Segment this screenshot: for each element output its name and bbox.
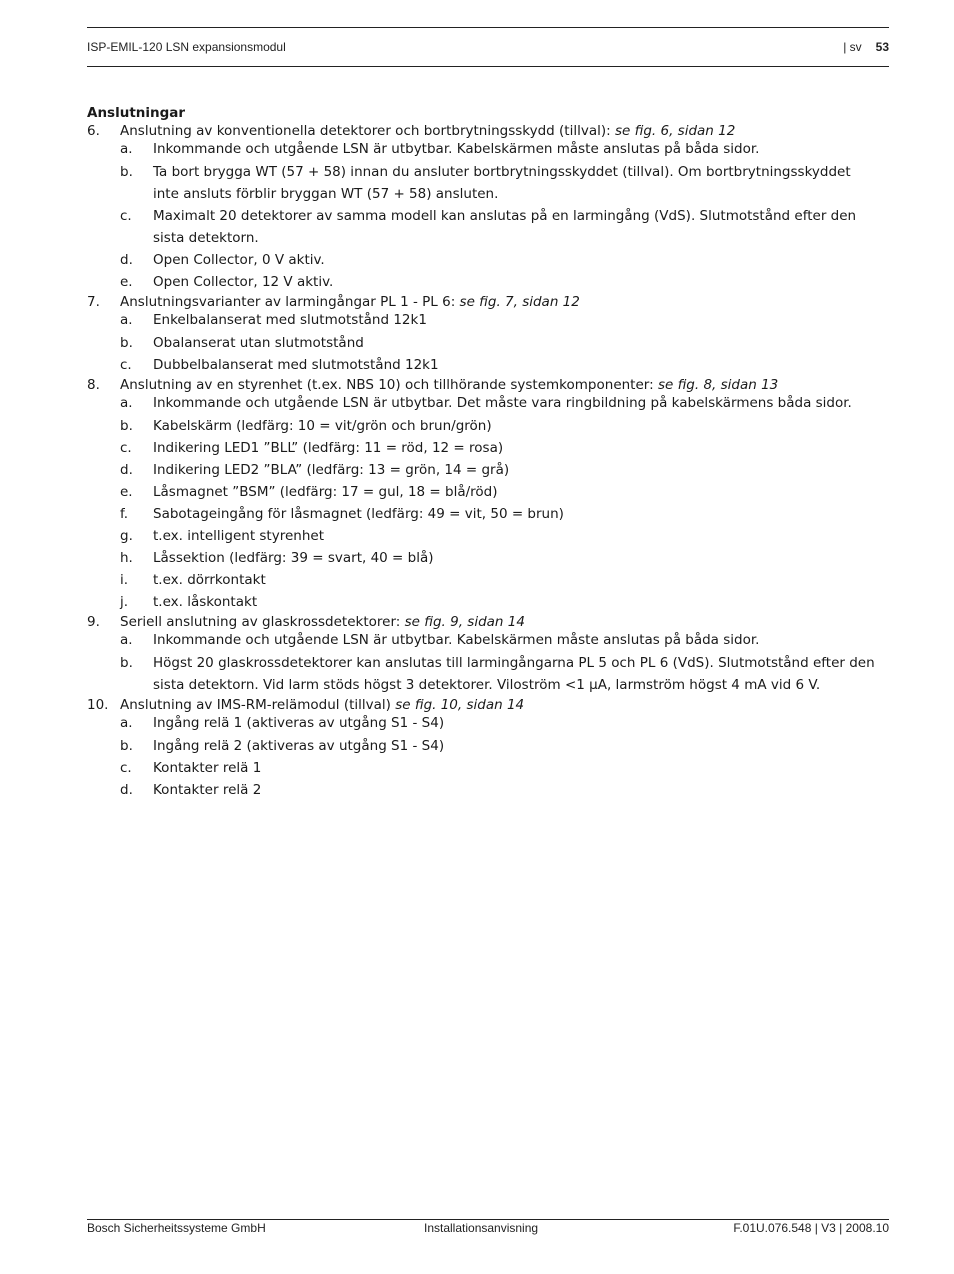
sub-item <box>87 332 877 354</box>
sub-item <box>87 249 877 271</box>
sub-item-letter: h. <box>120 550 133 566</box>
sub-item-letter: a. <box>120 715 133 731</box>
sub-item-text: Kabelskärm (ledfärg: 10 = vit/grön och brun/grön) <box>153 418 492 434</box>
sub-item-letter: e. <box>120 484 133 500</box>
sub-item-letter: c. <box>120 357 132 373</box>
sub-item-text: t.ex. intelligent styrenhet <box>153 528 324 544</box>
sub-item-text: Låsmagnet ”BSM” (ledfärg: 17 = gul, 18 = blå/röd) <box>153 484 498 500</box>
sub-item <box>87 525 877 547</box>
header-top-rule <box>87 27 889 28</box>
footer-document-type: Installationsanvisning <box>424 1221 539 1235</box>
numbered-list <box>87 122 877 801</box>
figure-reference: se fig. 10, sidan 14 <box>395 697 525 713</box>
item-number: 7. <box>87 294 100 310</box>
main-content <box>87 104 877 801</box>
list-item <box>87 376 877 394</box>
sub-item-text: Dubbelbalanserat med slutmotstånd 12k1 <box>153 357 439 373</box>
list-item <box>87 696 877 714</box>
sub-item-letter: b. <box>120 164 133 180</box>
page-number: 53 <box>875 40 889 54</box>
header-page-info <box>843 40 889 54</box>
sub-item-letter: j. <box>120 594 129 610</box>
section-title: Anslutningar <box>87 105 186 121</box>
figure-reference: se fig. 9, sidan 14 <box>404 614 525 630</box>
footer-company: Bosch Sicherheitssysteme GmbH <box>87 1221 266 1235</box>
sub-item <box>87 459 877 481</box>
sub-item-text: Kontakter relä 2 <box>153 782 262 798</box>
item-text: Anslutningsvarianter av larmingångar PL 1 - PL 6: <box>120 294 460 310</box>
sub-item-text: Inkommande och utgående LSN är utbytbar. Kabelskärmen måste anslutas på båda sidor. <box>153 632 760 648</box>
sub-item <box>87 140 877 161</box>
figure-reference: se fig. 8, sidan 13 <box>657 377 779 393</box>
sub-item-text: Ingång relä 1 (aktiveras av utgång S1 - S4) <box>153 715 445 731</box>
item-text: Anslutning av IMS-RM-relämodul (tillval) <box>120 697 396 713</box>
sub-item <box>87 481 877 503</box>
sub-item <box>87 652 877 696</box>
sub-item-text: Sabotageingång för låsmagnet (ledfärg: 49 = vit, 50 = brun) <box>153 506 564 522</box>
item-number: 6. <box>87 123 100 139</box>
sub-item <box>87 503 877 525</box>
sub-item-letter: a. <box>120 312 133 328</box>
sub-item-text: Indikering LED2 ”BLA” (ledfärg: 13 = grön, 14 = grå) <box>153 462 510 478</box>
sub-item <box>87 569 877 591</box>
sub-item-text: Inkommande och utgående LSN är utbytbar. Det måste vara ringbildning på kabelskärmens båda sidor. <box>153 395 852 411</box>
sub-item-text: Låssektion (ledfärg: 39 = svart, 40 = blå) <box>153 550 434 566</box>
sub-item-letter: c. <box>120 440 132 456</box>
item-number: 9. <box>87 614 100 630</box>
item-text: Seriell anslutning av glaskrossdetektorer: <box>120 614 405 630</box>
list-item <box>87 613 877 631</box>
sub-item-letter: a. <box>120 395 133 411</box>
sub-item-letter: b. <box>120 738 133 754</box>
sub-item-letter: g. <box>120 528 133 544</box>
sub-item-letter: e. <box>120 274 133 290</box>
sub-item <box>87 735 877 757</box>
item-text: Anslutning av en styrenhet (t.ex. NBS 10) och tillhörande systemkomponenter: <box>120 377 658 393</box>
sub-item-text: Högst 20 glaskrossdetektorer kan anslutas till larmingångarna PL 5 och PL 6 (VdS). Slutmotstånd efter den sista detektorn. Vid larm stöds högst 3 detektorer. Viloström <1 µA, larmström högst 4 mA vid 6 V. <box>153 655 875 693</box>
footer-document-id: F.01U.076.548 | V3 | 2008.10 <box>733 1221 889 1235</box>
sub-item <box>87 591 877 613</box>
sub-item <box>87 394 877 415</box>
sub-item-text: Indikering LED1 ”BLL” (ledfärg: 11 = röd, 12 = rosa) <box>153 440 504 456</box>
sub-item-letter: a. <box>120 141 133 157</box>
sub-item-text: Open Collector, 0 V aktiv. <box>153 252 325 268</box>
item-number: 10. <box>87 697 109 713</box>
sub-item-letter: f. <box>120 506 129 522</box>
figure-reference: se fig. 6, sidan 12 <box>614 123 736 139</box>
header-language: | sv <box>843 40 862 54</box>
sub-item-text: Maximalt 20 detektorer av samma modell kan anslutas på en larmingång (VdS). Slutmotstånd efter den sista detektorn. <box>153 208 857 246</box>
list-item <box>87 122 877 140</box>
sub-item-text: Ingång relä 2 (aktiveras av utgång S1 - S4) <box>153 738 445 754</box>
item-number: 8. <box>87 377 100 393</box>
sub-item <box>87 354 877 376</box>
sub-item-text: t.ex. dörrkontakt <box>153 572 266 588</box>
sub-item-letter: b. <box>120 418 133 434</box>
sub-item-letter: b. <box>120 655 133 671</box>
sub-item-letter: c. <box>120 208 132 224</box>
sub-item <box>87 714 877 735</box>
sub-item-letter: b. <box>120 335 133 351</box>
sub-item-text: Inkommande och utgående LSN är utbytbar. Kabelskärmen måste anslutas på båda sidor. <box>153 141 760 157</box>
sub-item-letter: c. <box>120 760 132 776</box>
sub-item-text: t.ex. låskontakt <box>153 594 258 610</box>
sub-item <box>87 437 877 459</box>
sub-item <box>87 757 877 779</box>
sub-item <box>87 547 877 569</box>
sub-item-text: Ta bort brygga WT (57 + 58) innan du ansluter bortbrytningsskyddet (tillval). Om bortbrytningsskyddet inte ansluts förblir bryggan WT (57 + 58) ansluten. <box>153 164 851 202</box>
sub-item <box>87 311 877 332</box>
sub-item-letter: i. <box>120 572 129 588</box>
sub-item <box>87 205 877 249</box>
sub-item <box>87 779 877 801</box>
header-document-title: ISP-EMIL-120 LSN expansionsmodul <box>87 40 286 54</box>
sub-item <box>87 161 877 205</box>
sub-item-letter: d. <box>120 252 133 268</box>
sub-item-letter: a. <box>120 632 133 648</box>
list-item <box>87 293 877 311</box>
header-bottom-rule <box>87 66 889 67</box>
sub-item <box>87 631 877 652</box>
sub-item-text: Obalanserat utan slutmotstånd <box>153 335 364 351</box>
sub-item-text: Open Collector, 12 V aktiv. <box>153 274 334 290</box>
sub-item <box>87 271 877 293</box>
figure-reference: se fig. 7, sidan 12 <box>459 294 580 310</box>
sub-item <box>87 415 877 437</box>
sub-item-text: Enkelbalanserat med slutmotstånd 12k1 <box>153 312 427 328</box>
sub-item-text: Kontakter relä 1 <box>153 760 262 776</box>
sub-item-letter: d. <box>120 462 133 478</box>
sub-item-letter: d. <box>120 782 133 798</box>
item-text: Anslutning av konventionella detektorer och bortbrytningsskydd (tillval): <box>120 123 615 139</box>
footer-rule <box>87 1219 889 1220</box>
